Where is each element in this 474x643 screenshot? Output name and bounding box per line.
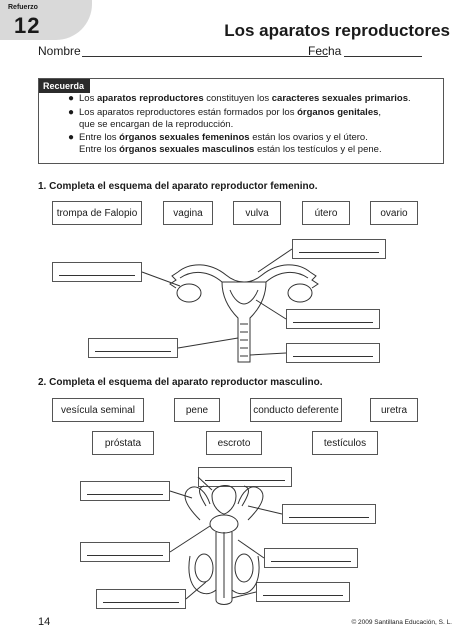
bold-run: aparatos reproductores	[96, 93, 204, 104]
page-number: 14	[38, 616, 51, 628]
text-run: constituyen los	[203, 93, 272, 104]
text-run: están los testículos y el pene.	[254, 144, 382, 156]
word-trompa-de-falopio[interactable]: trompa de Falopio	[52, 201, 142, 225]
question-text: Completa el esquema del aparato reproductor masculino.	[49, 377, 323, 388]
word-uretra[interactable]: uretra	[370, 398, 418, 422]
name-label: Nombre	[38, 44, 81, 58]
word-conducto-deferente[interactable]: conducto deferente	[250, 398, 342, 422]
recuerda-label: Recuerda	[39, 79, 90, 93]
text-run: ,	[378, 106, 382, 118]
question-text: Completa el esquema del aparato reproductor femenino.	[49, 181, 318, 192]
text-run: Los	[79, 93, 97, 104]
word-ovario[interactable]: ovario	[370, 201, 418, 225]
question-number: 1.	[38, 181, 47, 192]
text-run: Entre los	[79, 144, 120, 156]
word-testiculos[interactable]: testículos	[312, 431, 378, 455]
bold-run: órganos genitales	[297, 106, 379, 118]
text-run: están los ovarios y el útero.	[249, 132, 368, 144]
question-number: 2.	[38, 377, 47, 388]
word-pene[interactable]: pene	[174, 398, 220, 422]
text-run: .	[408, 93, 411, 104]
copyright: © 2009 Santillana Educación, S. L.	[351, 619, 452, 626]
bullet-dot: ●	[68, 106, 75, 118]
worksheet-number: 12	[14, 13, 41, 38]
bullet-dot: ●	[68, 93, 75, 104]
tab-kicker: Refuerzo	[8, 4, 38, 11]
word-vagina[interactable]: vagina	[163, 201, 213, 225]
word-utero[interactable]: útero	[302, 201, 350, 225]
bold-run: órganos sexuales femeninos	[119, 132, 250, 144]
bold-run: caracteres sexuales primarios	[271, 93, 409, 104]
word-prostata[interactable]: próstata	[92, 431, 154, 455]
text-run: Entre los	[79, 132, 120, 144]
bold-run: órganos sexuales masculinos	[119, 144, 255, 156]
word-vesicula-seminal[interactable]: vesícula seminal	[52, 398, 144, 422]
page-title: Los aparatos reproductores	[224, 21, 450, 40]
text-run: que se encargan de la reproducción.	[79, 118, 234, 130]
date-label: Fecha	[308, 44, 342, 58]
text-run: Los aparatos reproductores están formados por los	[79, 106, 298, 118]
word-escroto[interactable]: escroto	[206, 431, 262, 455]
bullet-dot: ●	[68, 132, 75, 144]
word-vulva[interactable]: vulva	[233, 201, 281, 225]
